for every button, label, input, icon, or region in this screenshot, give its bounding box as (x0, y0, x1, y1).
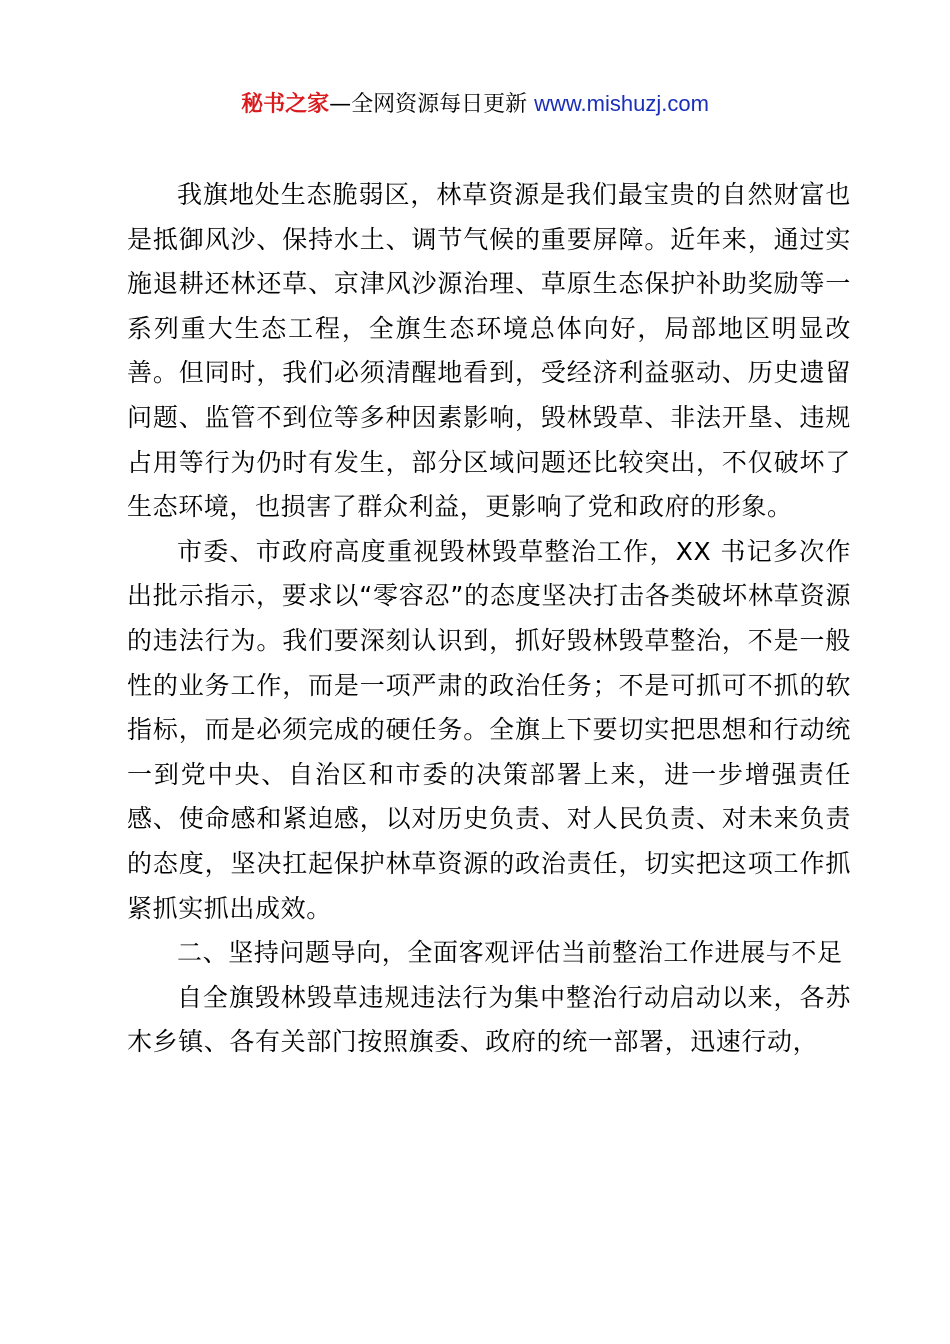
site-url-link[interactable]: www.mishuzj.com (534, 91, 709, 116)
site-header (0, 88, 950, 121)
header-tagline: —全网资源每日更新 (329, 92, 535, 117)
document-body (127, 173, 851, 1065)
paragraph-leadership: 市委、市政府高度重视毁林毁草整治工作，XX 书记多次作出批示指示，要求以“零容忍”的态度坚决打击各类破坏林草资源的违法行为。我们要深刻认识到，抓好毁林毁草整治，不是一般性的业务工作，而是一项严肃的政治任务；不是可抓可不抓的软指标，而是必须完成的硬任务。全旗上下要切实把思想和行动统一到党中央、自治区和市委的决策部署上来，进一步增强责任感、使命感和紧迫感，以对历史负责、对人民负责、对未来负责的态度，坚决扛起保护林草资源的政治责任，切实把这项工作抓紧抓实抓出成效。 (127, 536, 851, 923)
paragraph-progress: 自全旗毁林毁草违规违法行为集中整治行动启动以来，各苏木乡镇、各有关部门按照旗委、政府的统一部署，迅速行动， (127, 982, 851, 1057)
paragraph-ecology: 我旗地处生态脆弱区，林草资源是我们最宝贵的自然财富也是抵御风沙、保持水土、调节气候的重要屏障。近年来，通过实施退耕还林还草、京津风沙源治理、草原生态保护补助奖励等一系列重大生态工程，全旗生态环境总体向好，局部地区明显改善。但同时，我们必须清醒地看到，受经济利益驱动、历史遗留问题、监管不到位等多种因素影响，毁林毁草、非法开垦、违规占用等行为仍时有发生，部分区域问题还比较突出，不仅破坏了生态环境，也损害了群众利益，更影响了党和政府的形象。 (127, 180, 851, 522)
brand-name: 秘书之家 (241, 92, 330, 117)
section-heading: 二、坚持问题导向，全面客观评估当前整治工作进展与不足 (177, 938, 843, 968)
